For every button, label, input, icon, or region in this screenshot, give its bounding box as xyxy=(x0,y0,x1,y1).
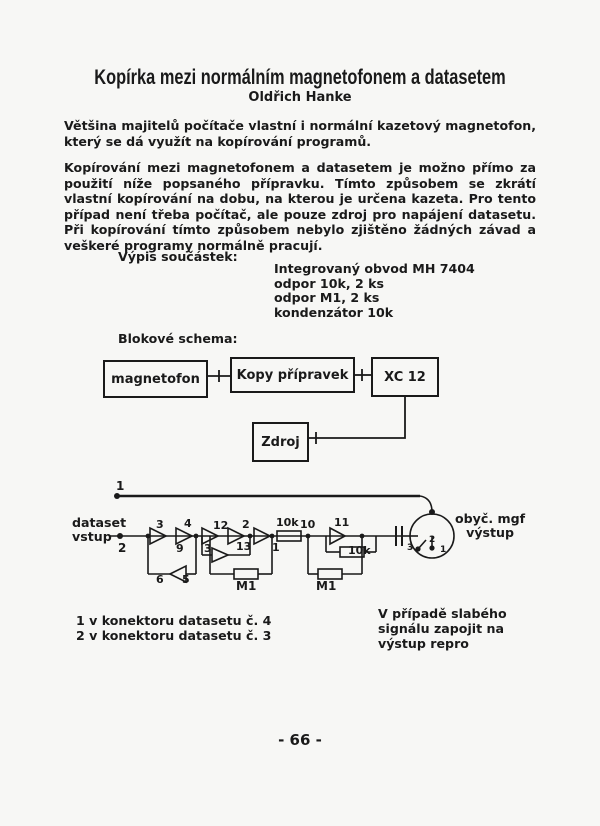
pin-label: 3 xyxy=(204,542,212,555)
pin-label: 11 xyxy=(334,516,350,529)
pin-label: 9 xyxy=(176,542,184,555)
article-title: Kopírka mezi normálním magnetofonem a datasetem xyxy=(94,66,506,89)
pin-label: 1 xyxy=(272,541,280,554)
pin-label: 4 xyxy=(184,517,192,530)
intro-paragraph: Většina majitelů počítače vlastní i normální kazetový magnetofon, který se dá využít na kopírování programů. xyxy=(64,118,536,149)
output-label: obyč. mgf výstup xyxy=(455,511,526,540)
pin-label: 13 xyxy=(236,540,252,553)
connector-pin: 3 xyxy=(407,543,414,553)
part-item: kondenzátor 10k xyxy=(274,304,394,320)
pin-label: 12 xyxy=(213,519,229,532)
notes-weak-signal: V případě slabého signálu zapojit na výstup repro xyxy=(378,606,507,651)
connector-pin: 1 xyxy=(440,545,447,555)
description-paragraph: Kopírování mezi magnetofonem a datasetem je možno přímo za použití níže popsaného přípravku. Tímto způsobem se zkrátí vlastní kopírování na dobu, na kterou je určena kazeta. Pro tento případ není třeba počítač, ale pouze zdroj pro napájení datasetu. Při kopírování tímto způsobem nebylo zjištěno žádných závad a veškeré programy normálně pracují. xyxy=(64,160,536,253)
author-name: Oldřich Hanke xyxy=(248,90,352,105)
dataset-input-label: dataset vstup xyxy=(72,515,127,544)
pin-label: 10 xyxy=(300,518,316,531)
resistor-m1-label: M1 xyxy=(316,579,337,593)
block-magnetofon: magnetofon xyxy=(103,360,208,398)
part-item: odpor 10k, 2 ks xyxy=(274,275,385,291)
part-item: Integrovaný obvod MH 7404 xyxy=(274,261,475,276)
pin-label: 5 xyxy=(182,573,190,586)
block-zdroj: Zdroj xyxy=(252,422,309,462)
resistor-label: 10k xyxy=(276,516,299,529)
pin-label: 3 xyxy=(156,518,164,531)
connector-pin: 2 xyxy=(429,535,436,545)
block-kopy-pripravek: Kopy přípravek xyxy=(230,357,355,393)
pin-label: 6 xyxy=(156,573,164,586)
line-1-label: 1 xyxy=(116,479,125,493)
part-item: odpor M1, 2 ks xyxy=(274,290,380,305)
block-xc12: XC 12 xyxy=(371,357,439,397)
pin-2-label: 2 xyxy=(118,541,127,555)
resistor-label: 10k xyxy=(348,544,371,557)
pin-label: 2 xyxy=(242,518,250,531)
resistor-m1-label: M1 xyxy=(236,579,257,593)
page-number: - 66 - xyxy=(278,731,322,749)
notes-connector: 1 v konektoru datasetu č. 4 2 v konektoru datasetu č. 3 xyxy=(76,613,272,643)
block-schema-label: Blokové schema: xyxy=(118,331,238,346)
parts-label: Výpis součástek: xyxy=(118,249,238,264)
